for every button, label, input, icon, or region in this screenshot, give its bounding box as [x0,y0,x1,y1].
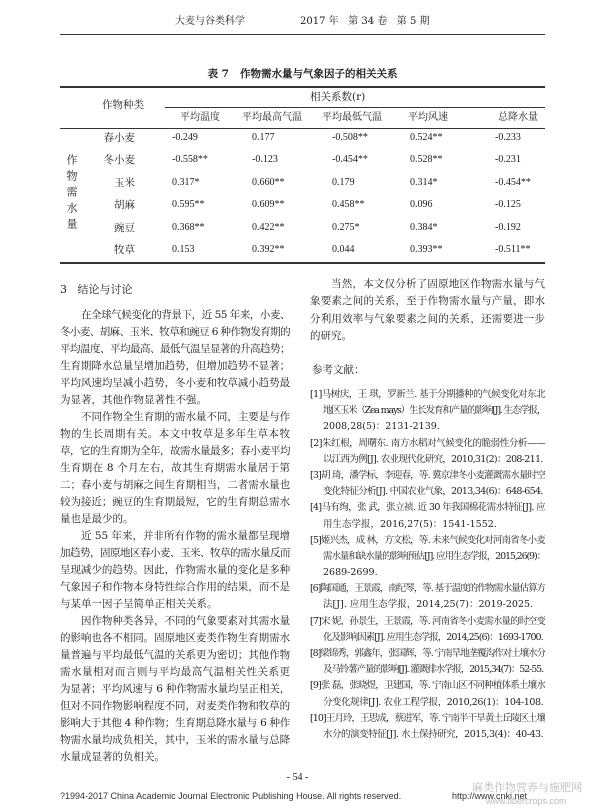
page-number: - 54 - [286,772,309,783]
section-heading: 3 结论与讨论 [60,283,133,296]
text-line: 需水量相对而言则与平均最高气温相关性关系更 [60,666,290,678]
row-label: 豌豆 [114,221,135,234]
reference-item [310,711,545,743]
text-line: 但对不同作物影响程度不同，对麦类作物和牧草的 [60,700,290,712]
text-line: 为显著，其他作物显著性不强。 [60,394,207,406]
reference-item [310,387,545,436]
footer-url: http://www.cnki.net [452,791,528,801]
paragraph [60,528,290,613]
table-cell: 0.384* [410,221,438,233]
watermark-url: www.fibercrops.com [486,796,567,806]
table-cell: 0.179 [332,176,355,188]
row-label: 玉米 [114,176,135,189]
column-header: 平均最高气温 [242,112,302,123]
table-cell: 0.458** [332,199,365,211]
reference-line: 化及影响因素[J]. 应用生态学报，2014,25(6)：1693-1700. [323,631,543,643]
text-line: 分利用效率与气象要素之间的关系，还需要进一步 [310,312,545,325]
reference-line: [8]梁锦秀，郭鑫年，张国辉，等. 宁南旱地垄覆沟作对土壤水分 [310,648,545,659]
text-line: 平均风速均呈减小趋势，冬小麦和牧草减小趋势最 [60,377,290,389]
reference-line: [2]朱红根，周曙东. 南方水稻对气候变化的脆弱性分析—— [310,437,545,449]
table-cell: -0.511** [495,244,531,255]
text-line: 的影响也各不相同。固原地区麦类作物生育期需水 [60,632,290,644]
text-line: 平均温度、平均最高、最低气温呈显著的升高趋势； [60,343,290,355]
text-line: 量普遍与平均最低气温的关系更为密切；其他作物 [60,649,290,661]
reference-line: 分变化规律[J]. 农业工程学报，2010,26(1)：104-108. [323,696,544,708]
reference-line: [6]陶国通，王景霞，南纪琴，等. 基于温度的作物需水量估算方 [310,583,545,595]
references-title: 参考文献： [312,364,365,376]
table-cell: 0.317* [172,176,200,188]
table-cell: 0.392** [252,244,285,255]
column-header-rule [60,128,545,129]
row-label: 冬小麦 [103,154,135,167]
paragraph [60,409,290,528]
text-line: 物需水量均成负相关，其中，玉米的需水量与总降 [60,734,290,746]
correlation-table [60,86,545,266]
table-cell: -0.558** [172,154,208,166]
table-cell: 0.609** [252,199,285,211]
text-line: 因作物种类各异，不同的气象要素对其需水量 [81,615,290,627]
table-cell: -0.508** [332,132,368,143]
row-label: 胡麻 [114,199,135,212]
table-cell: 0.524** [410,132,443,143]
text-line: 生育期降水总量呈增加趋势，但增加趋势不显著； [60,360,290,372]
reference-item [310,436,545,468]
text-line: 草，它的生育期为全年，故需水量最多；春小麦平均 [60,445,290,457]
text-line: 呈现减少的趋势。因此，作物需水量的变化是多种 [60,564,290,576]
text-line: 不同作物全生育期的需水量不同，主要是与作 [81,411,290,423]
table-cell: -0.192 [495,221,521,233]
table-cell: -0.249 [172,132,198,143]
column-header: 平均风速 [408,112,448,123]
reference-item [310,678,545,710]
table-cell: 0.096 [410,199,433,211]
text-line: 当然，本文仅分析了固原地区作物需水量与气 [331,278,545,290]
watermark-name: 麻类作物营养与施肥网 [472,781,582,794]
column-header: 平均温度 [180,112,220,123]
table-cell: 0.177 [252,132,275,143]
text-line: 近 55 年来，并非所有作物的需水量都呈现增 [81,530,290,542]
text-line: 影响大于其他 4 种作物；生育期总降水量与 6 种作 [60,717,290,729]
text-line: 在全球气候变化的背景下，近 55 年来，小麦、 [81,309,290,321]
text-line: 气象因子和作物本身特性综合作用的结果，而不是 [60,581,290,593]
reference-line: [5]姬兴杰，成 林，方文松，等. 未来气候变化对河南省冬小麦 [310,534,545,546]
table-bottom-rule [60,262,545,264]
reference-line: [9]张 磊，张晓煜，卫建国，等. 宁南山区不同种植体系土壤水 [310,680,545,692]
reference-line: 地区玉米（Zea mays）生长发育和产量的影响[J]. 生态学报， [323,405,545,417]
table-cell: 0.422** [252,221,285,233]
text-line: 加趋势，固原地区春小麦、玉米、牧草的需水量反而 [60,547,290,559]
reference-line: 用生态学报，2016,27(5)：1541-1552. [323,518,497,530]
table-caption: 表 7 作物需水量与气象因子的相关关系 [207,68,398,80]
table-cell: 0.153 [172,244,195,255]
table-cell: 0.595** [172,199,205,211]
reference-line: 2008,28(5)：2131-2139. [323,421,440,433]
reference-item [310,646,545,678]
paragraph [310,276,545,345]
references-list [310,387,545,743]
header-rule [60,34,545,35]
table-cell: 0.044 [332,244,355,255]
column-header: 平均最低气温 [322,112,382,123]
left-column-text [60,307,290,766]
table-top-rule [60,86,545,88]
group-header: 相关系数(r) [310,91,366,103]
table-cell: 0.314* [410,176,438,188]
reference-line: [10]王月玲，王思成，蔡进军，等. 宁南半干旱黄土丘陵区土壤 [310,712,545,724]
reference-item [310,533,545,582]
reference-line: 水分的演变特征[J]. 水土保持研究，2015,3(4)：40-43. [323,728,544,740]
side-label: 作物需水量 [65,154,78,234]
text-line: 象要素之间的关系，至于作物需水量与产量，即水 [310,295,545,308]
row-header: 作物种类 [102,99,144,111]
text-line: 物的生长周期有关。本文中牧草是多年生草本牧 [60,428,290,440]
text-line: 较为接近；豌豆的生育期最短，它的生育期总需水 [60,496,290,508]
reference-line: [4]马有绚，张 武，张立祯. 近 30 年我国棉花需水特征[J]. 应 [310,502,545,514]
reference-line: 及马铃薯产量的影响[J]. 灌溉排水学报，2015,34(7)：52-55. [323,664,544,676]
table-cell: -0.454** [495,176,531,188]
reference-item [310,581,545,613]
reference-item [310,500,545,532]
text-line: 的研究。 [310,329,352,342]
reference-line: 2689-2699. [323,567,378,579]
table-cell: -0.231 [495,154,521,166]
reference-item [310,614,545,646]
table-cell: 0.275* [332,221,360,233]
reference-item [310,468,545,500]
table-cell: 0.393** [410,244,443,255]
paragraph [60,613,290,766]
reference-line: 变化特征分析[J]. 中国农业气象，2013,34(6)：648-654. [323,486,543,498]
table-cell: 0.660** [252,176,285,188]
text-line: 量也是最少的。 [60,513,134,525]
table-cell: -0.123 [252,154,278,166]
table-cell: -0.125 [495,199,521,211]
text-line: 为显著；平均风速与 6 种作物需水量均呈正相关， [60,683,290,695]
reference-line: 需水量和缺水量的影响预估[J]. 应用生态学报，2015,26(9)： [323,550,545,562]
table-cell: -0.454** [332,154,368,166]
copyright-notice: ?1994-2017 China Academic Journal Electronic Publishing House. All rights reserved. [60,791,402,801]
text-line: 与某单一因子呈简单正相关关系。 [60,598,218,610]
row-label: 牧草 [114,244,135,256]
column-header: 总降水量 [498,112,538,123]
paragraph [60,307,290,409]
row-label: 春小麦 [103,132,135,144]
reference-line: [7]宋 妮，孙景生，王景霞，等. 河南省冬小麦需水量的时空变 [310,615,545,627]
text-line: 冬小麦、胡麻、玉米、牧草和豌豆 6 种作物发育期的 [60,326,290,338]
reference-line: [1]马树庆，王 琪，罗新兰. 基于分期播种的气候变化对东北 [310,389,545,400]
reference-line: 以江西为例[J]. 农业现代化研究，2010,31(2)：208-211. [323,453,543,465]
table-cell: 0.528** [410,154,443,166]
group-header-rule [165,107,545,108]
text-line: 二；春小麦与胡麻之间生育期相当，二者需水量也 [60,479,290,491]
text-line: 生育期在 8 个月左右，故其生育期需水量居于第 [60,462,290,474]
table-cell: -0.233 [495,132,521,143]
issue-info: 2017 年 第 34 卷 第 5 期 [300,16,430,27]
table-cell: 0.368** [172,221,205,233]
journal-name: 大麦与谷类科学 [175,16,245,27]
right-column-text [310,276,545,345]
reference-line: [3]胡 琦，潘学标，李迎春，等. 冀京津冬小麦灌溉需水量时空 [310,469,545,481]
text-line: 水量成显著的负相关。 [60,751,165,763]
reference-line: 法[J]. 应用生态学报，2014,25(7)：2019-2025. [323,599,534,611]
